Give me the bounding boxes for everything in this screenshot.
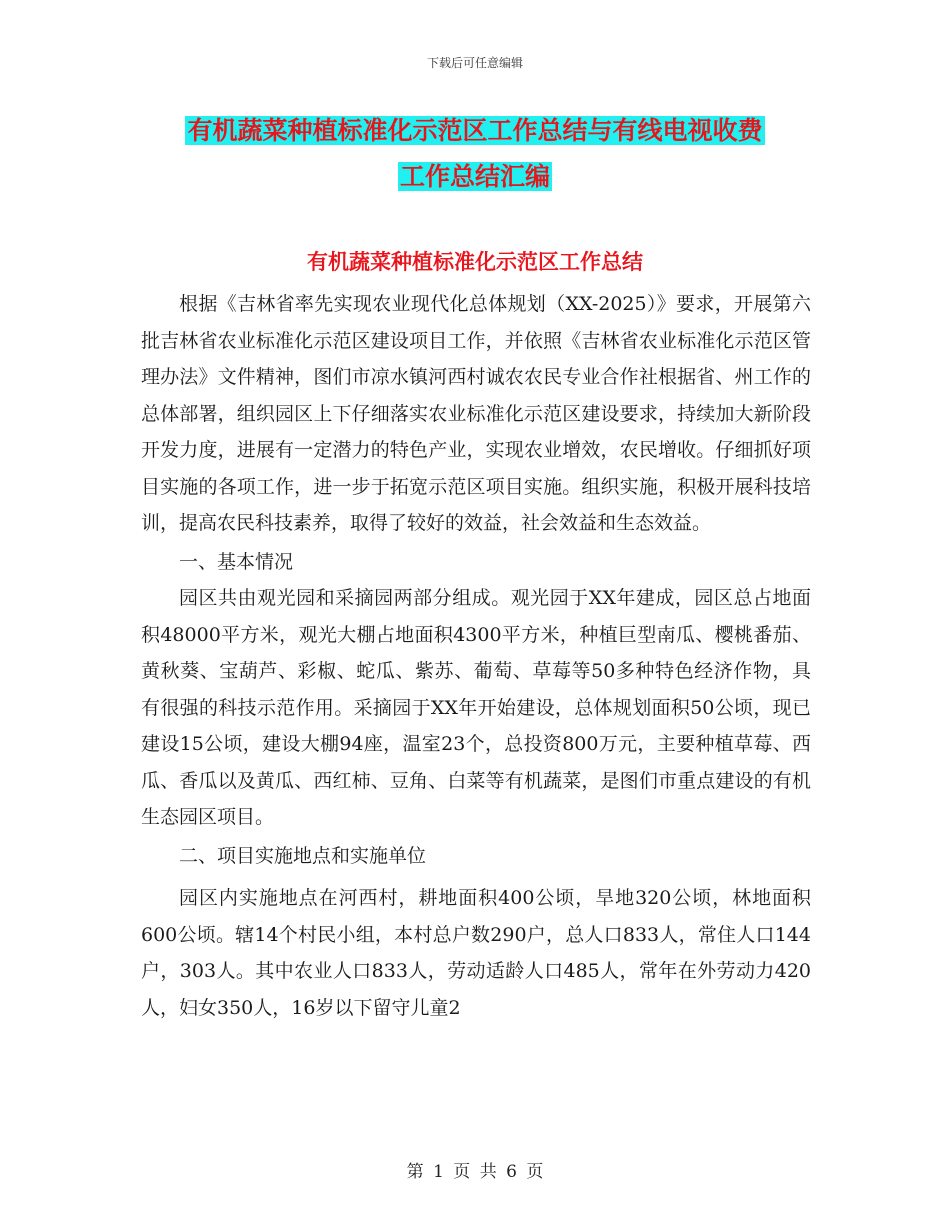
section-title: 有机蔬菜种植标准化示范区工作总结: [307, 250, 643, 274]
basic-situation-paragraph: 园区共由观光园和采摘园两部分组成。观光园于XX年建成，园区总占地面积48000平方米，观光大棚占地面积4300平方米，种植巨型南瓜、樱桃番茄、黄秋葵、宝葫芦、彩椒、蛇瓜、紫苏、葡萄、草莓等50多种特色经济作物，具有很强的科技示范作用。采摘园于XX年开始建设，总体规划面积50公顷，现已建设15公顷，建设大棚94座，温室23个，总投资800万元，主要种植草莓、西瓜、香瓜以及黄瓜、西红柿、豆角、白菜等有机蔬菜，是图们市重点建设的有机生态园区项目。: [141, 587, 811, 828]
heading-basic-situation: 一、基本情况: [179, 550, 294, 573]
document-body: [141, 286, 811, 1026]
intro-paragraph: 根据《吉林省率先实现农业现代化总体规划（XX-2025）》要求，开展第六批吉林省农业标准化示范区建设项目工作，并依照《吉林省农业标准化示范区管理办法》文件精神，图们市凉水镇河西村诚农农民专业合作社根据省、州工作的总体部署，组织园区上下仔细落实农业标准化示范区建设要求，持续加大新阶段开发力度，进展有一定潜力的特色产业，实现农业增效，农民增收。仔细抓好项目实施的各项工作，进一步于拓宽示范区项目实施。组织实施，积极开展科技培训，提高农民科技素养，取得了较好的效益，社会效益和生态效益。: [141, 293, 811, 534]
page-header-note: 下载后可任意编辑: [426, 56, 523, 70]
heading-implementation-location: 二、项目实施地点和实施单位: [179, 844, 427, 867]
document-title: [0, 108, 950, 200]
document-title-line-1: 有机蔬菜种植标准化示范区工作总结与有线电视收费: [187, 116, 763, 145]
implementation-location-paragraph: 园区内实施地点在河西村，耕地面积400公顷，旱地320公顷，林地面积600公顷。辖14个村民小组，本村总户数290户，总人口833人，常住人口144户，303人。其中农业人口833人，劳动适龄人口485人，常年在外劳动力420人，妇女350人，16岁以下留守儿童2: [141, 887, 811, 1019]
page-number-footer: 第 1 页 共 6 页: [406, 1162, 544, 1182]
document-title-line-2: 工作总结汇编: [399, 162, 550, 191]
